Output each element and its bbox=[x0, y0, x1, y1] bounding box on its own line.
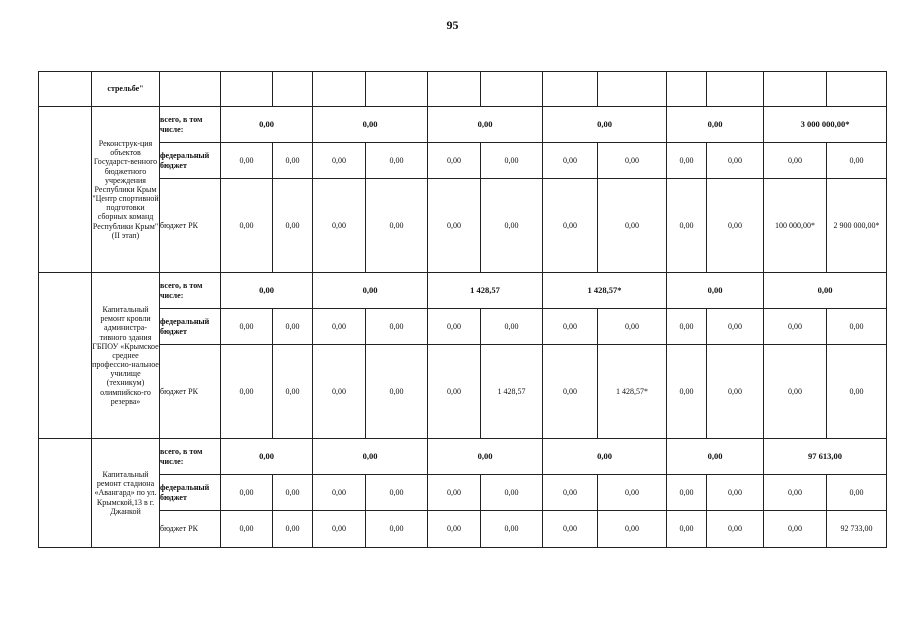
rk-cell: 0,00 bbox=[543, 345, 598, 439]
project-name: Реконструк-ция объектов Государст-венного бюджетного учреждения Республики Крым "Центр спортивной подготовки сборных команд Республики Крым" (II этап) bbox=[92, 107, 160, 273]
federal-cell: 0,00 bbox=[598, 475, 667, 511]
rk-cell: 1 428,57* bbox=[598, 345, 667, 439]
rk-cell: 0,00 bbox=[543, 511, 598, 548]
federal-cell: 0,00 bbox=[481, 143, 543, 179]
total-cell: 0,00 bbox=[313, 273, 428, 309]
table-row bbox=[39, 475, 887, 511]
total-cell: 0,00 bbox=[667, 439, 764, 475]
total-label: всего, в том числе: bbox=[160, 439, 221, 475]
project-name: Капитальный ремонт кровли администра-тивного здания ГБПОУ «Крымское среднее профессио-нальное училище (техникум) олимпийско-го резерва» bbox=[92, 273, 160, 439]
federal-cell: 0,00 bbox=[543, 309, 598, 345]
federal-cell: 0,00 bbox=[543, 475, 598, 511]
table-row bbox=[39, 107, 887, 143]
rk-cell: 0,00 bbox=[428, 511, 481, 548]
federal-cell: 0,00 bbox=[598, 143, 667, 179]
rk-cell: 0,00 bbox=[221, 511, 273, 548]
federal-label: федеральный бюджет bbox=[160, 143, 221, 179]
rk-cell: 0,00 bbox=[273, 179, 313, 273]
federal-cell: 0,00 bbox=[481, 309, 543, 345]
federal-cell: 0,00 bbox=[366, 309, 428, 345]
rk-cell: 92 733,00 bbox=[827, 511, 887, 548]
rk-cell: 0,00 bbox=[428, 345, 481, 439]
total-cell: 0,00 bbox=[428, 107, 543, 143]
federal-cell: 0,00 bbox=[707, 309, 764, 345]
table-row bbox=[39, 439, 887, 475]
federal-cell: 0,00 bbox=[273, 309, 313, 345]
rk-cell: 0,00 bbox=[827, 345, 887, 439]
federal-cell: 0,00 bbox=[707, 143, 764, 179]
federal-cell: 0,00 bbox=[313, 143, 366, 179]
rk-cell: 0,00 bbox=[667, 179, 707, 273]
federal-cell: 0,00 bbox=[667, 475, 707, 511]
table-row bbox=[39, 345, 887, 439]
rk-cell: 0,00 bbox=[764, 345, 827, 439]
total-cell: 0,00 bbox=[543, 107, 667, 143]
federal-cell: 0,00 bbox=[221, 309, 273, 345]
rk-cell: 0,00 bbox=[707, 511, 764, 548]
federal-cell: 0,00 bbox=[827, 143, 887, 179]
rk-label: бюджет РК bbox=[160, 511, 221, 548]
total-cell: 1 428,57* bbox=[543, 273, 667, 309]
rk-cell: 0,00 bbox=[707, 179, 764, 273]
rk-cell: 0,00 bbox=[764, 511, 827, 548]
rk-cell: 0,00 bbox=[313, 511, 366, 548]
rk-cell: 0,00 bbox=[221, 179, 273, 273]
federal-label: федеральный бюджет bbox=[160, 309, 221, 345]
rk-cell: 0,00 bbox=[667, 345, 707, 439]
table-row bbox=[39, 511, 887, 548]
rk-cell: 100 000,00* bbox=[764, 179, 827, 273]
federal-cell: 0,00 bbox=[764, 143, 827, 179]
project-name: Капитальный ремонт стадиона «Авангард» по ул. Крымской,13 в г. Джанкой bbox=[92, 439, 160, 548]
federal-cell: 0,00 bbox=[764, 475, 827, 511]
federal-cell: 0,00 bbox=[667, 309, 707, 345]
rk-label: бюджет РК bbox=[160, 179, 221, 273]
total-cell: 0,00 bbox=[667, 107, 764, 143]
rk-label: бюджет РК bbox=[160, 345, 221, 439]
federal-cell: 0,00 bbox=[366, 143, 428, 179]
total-cell: 0,00 bbox=[667, 273, 764, 309]
total-label: всего, в том числе: bbox=[160, 273, 221, 309]
rk-cell: 0,00 bbox=[598, 511, 667, 548]
rk-cell: 0,00 bbox=[366, 179, 428, 273]
rk-cell: 0,00 bbox=[273, 345, 313, 439]
rk-cell: 0,00 bbox=[428, 179, 481, 273]
federal-cell: 0,00 bbox=[827, 309, 887, 345]
federal-cell: 0,00 bbox=[764, 309, 827, 345]
rk-cell: 0,00 bbox=[273, 511, 313, 548]
total-cell: 0,00 bbox=[764, 273, 887, 309]
rk-cell: 0,00 bbox=[366, 345, 428, 439]
federal-cell: 0,00 bbox=[428, 143, 481, 179]
row-name: стрельбе" bbox=[92, 72, 160, 107]
rk-cell: 1 428,57 bbox=[481, 345, 543, 439]
total-cell: 0,00 bbox=[543, 439, 667, 475]
rk-cell: 0,00 bbox=[543, 179, 598, 273]
federal-cell: 0,00 bbox=[273, 143, 313, 179]
total-label: всего, в том числе: bbox=[160, 107, 221, 143]
rk-cell: 0,00 bbox=[481, 179, 543, 273]
federal-cell: 0,00 bbox=[273, 475, 313, 511]
table-row bbox=[39, 273, 887, 309]
table-row bbox=[39, 143, 887, 179]
total-cell: 1 428,57 bbox=[428, 273, 543, 309]
rk-cell: 0,00 bbox=[481, 511, 543, 548]
rk-cell: 0,00 bbox=[707, 345, 764, 439]
federal-cell: 0,00 bbox=[543, 143, 598, 179]
total-cell: 0,00 bbox=[221, 107, 313, 143]
rk-cell: 0,00 bbox=[366, 511, 428, 548]
total-cell: 3 000 000,00* bbox=[764, 107, 887, 143]
rk-cell: 0,00 bbox=[221, 345, 273, 439]
federal-cell: 0,00 bbox=[313, 475, 366, 511]
table-row bbox=[39, 309, 887, 345]
total-cell: 0,00 bbox=[313, 439, 428, 475]
federal-cell: 0,00 bbox=[707, 475, 764, 511]
rk-cell: 2 900 000,00* bbox=[827, 179, 887, 273]
federal-cell: 0,00 bbox=[481, 475, 543, 511]
rk-cell: 0,00 bbox=[313, 345, 366, 439]
federal-cell: 0,00 bbox=[221, 475, 273, 511]
federal-cell: 0,00 bbox=[667, 143, 707, 179]
total-cell: 0,00 bbox=[221, 439, 313, 475]
federal-cell: 0,00 bbox=[313, 309, 366, 345]
table-row bbox=[39, 72, 887, 107]
federal-cell: 0,00 bbox=[366, 475, 428, 511]
federal-label: федеральный бюджет bbox=[160, 475, 221, 511]
rk-cell: 0,00 bbox=[598, 179, 667, 273]
rk-cell: 0,00 bbox=[313, 179, 366, 273]
federal-cell: 0,00 bbox=[598, 309, 667, 345]
total-cell: 97 613,00 bbox=[764, 439, 887, 475]
total-cell: 0,00 bbox=[428, 439, 543, 475]
total-cell: 0,00 bbox=[221, 273, 313, 309]
federal-cell: 0,00 bbox=[428, 309, 481, 345]
table-row bbox=[39, 179, 887, 273]
page-number: 95 bbox=[446, 18, 459, 32]
federal-cell: 0,00 bbox=[428, 475, 481, 511]
rk-cell: 0,00 bbox=[667, 511, 707, 548]
total-cell: 0,00 bbox=[313, 107, 428, 143]
federal-cell: 0,00 bbox=[827, 475, 887, 511]
federal-cell: 0,00 bbox=[221, 143, 273, 179]
budget-table bbox=[38, 71, 887, 548]
